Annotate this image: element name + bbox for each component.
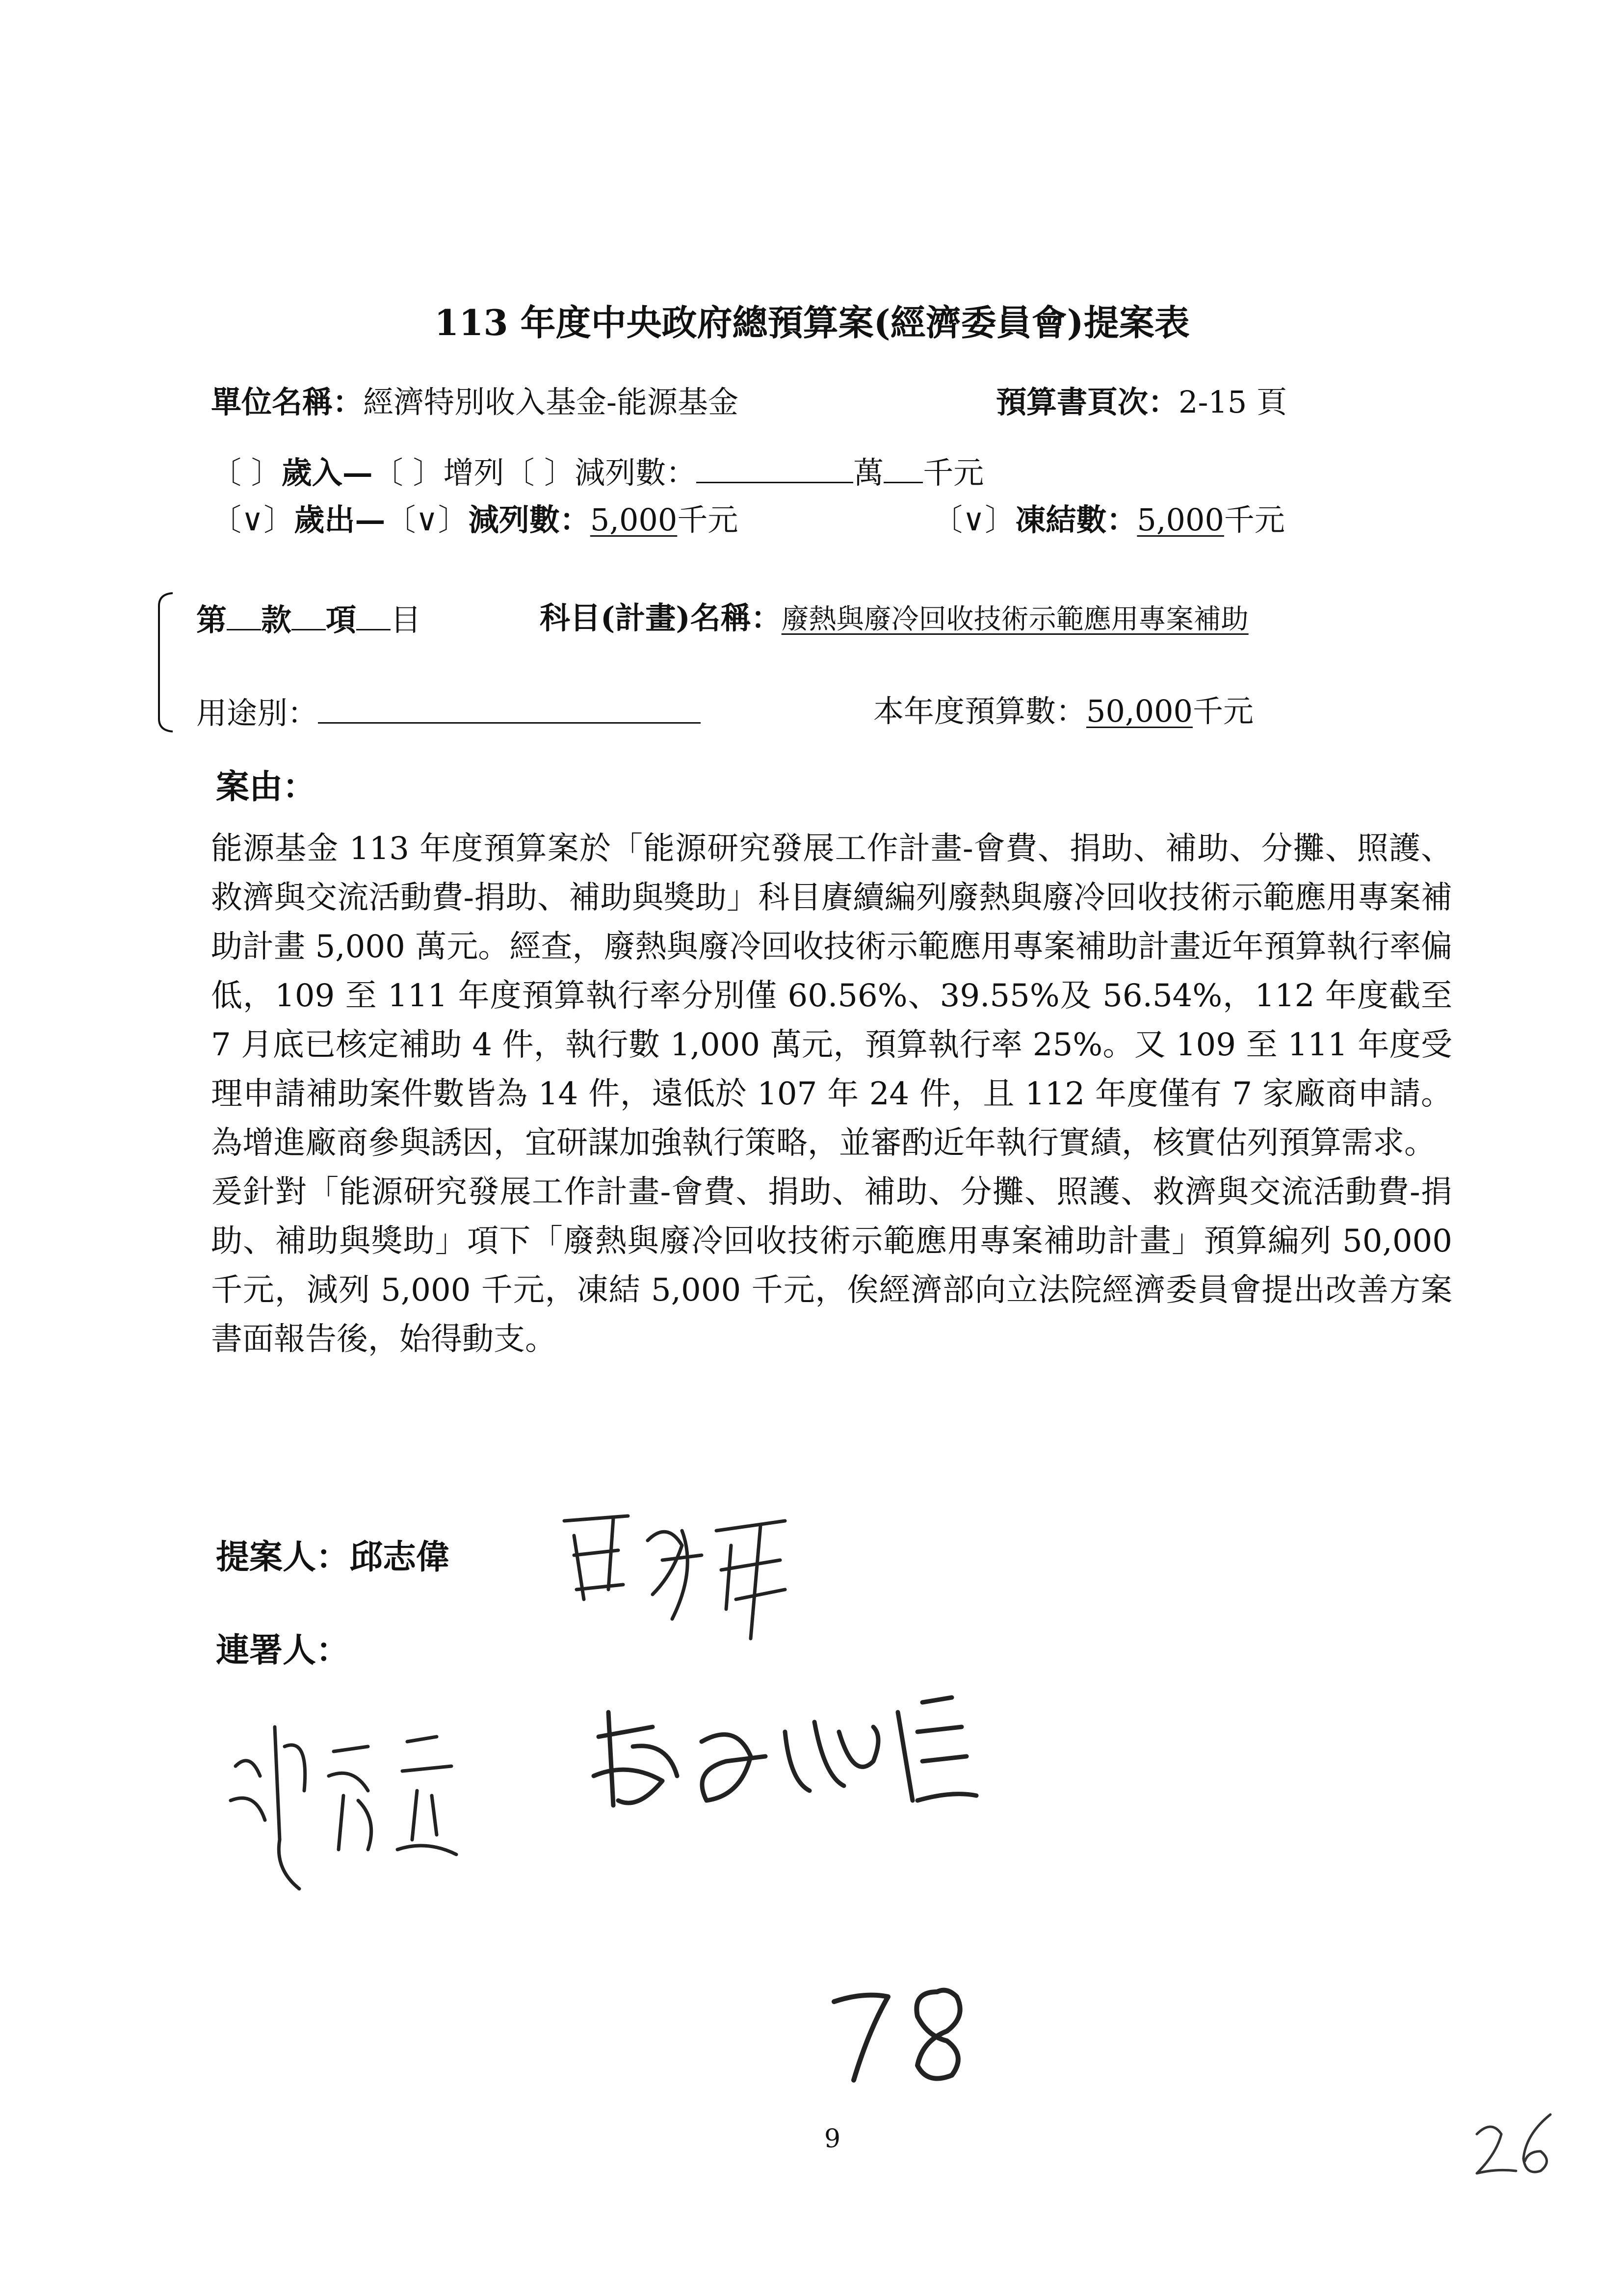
decrease-label: 減列數： <box>575 455 697 491</box>
budget-value: 50,000 <box>1086 693 1193 729</box>
freeze-checkbox: 〔∨〕 <box>932 502 1016 538</box>
cosigner-signature-1 <box>221 1693 486 1899</box>
subject-row <box>540 599 1249 639</box>
decrease-checkbox: 〔 〕 <box>504 455 575 491</box>
kuan-label: 第 <box>196 602 227 638</box>
decrease-amount-blank <box>696 451 853 483</box>
unit-qian: 千元 <box>923 455 984 491</box>
unit-wan: 萬 <box>853 455 884 491</box>
budget-row <box>873 692 1254 731</box>
proposer-name: 邱志偉 <box>349 1538 450 1577</box>
subject-value: 廢熱與廢冷回收技術示範應用專案補助 <box>781 603 1249 635</box>
corner-handwritten-number <box>1467 2105 1565 2183</box>
mu-label: 目 <box>391 602 421 638</box>
revenue-checkbox: 〔 〕 <box>211 455 282 491</box>
reason-label: 案由： <box>216 767 316 807</box>
expenditure-checkbox: 〔∨〕 <box>211 502 294 538</box>
item-row <box>196 599 421 640</box>
handwritten-number <box>824 1972 981 2090</box>
xiang-label: 項 <box>326 602 357 638</box>
xiang-blank <box>291 599 326 630</box>
reason-body <box>211 824 1452 1364</box>
unit-value: 經濟特別收入基金-能源基金 <box>363 384 738 420</box>
cut-unit: 千元 <box>677 502 738 538</box>
expenditure-row <box>211 500 738 540</box>
cosigner-label: 連署人： <box>216 1631 350 1670</box>
freeze-label: 凍結數： <box>1015 502 1137 538</box>
reason-paragraph-1: 能源基金 113 年度預算案於「能源研究發展工作計畫-會費、捐助、補助、分攤、照護、救濟與交流活動費-捐助、補助與獎助」科目賡續編列廢熱與廢冷回收技術示範應用專案補助計畫 5,000 萬元。經查，廢熱與廢冷回收技術示範應用專案補助計畫近年預算執行率偏低，109 至 111 年度預算執行率分別僅 60.56%、39.55%及 56.54%，112 年度截至 7 月底已核定補助 4 件，執行數 1,000 萬元，預算執行率 25%。又 109 至 111 年度受理申請補助案件數皆為 14 件，遠低於 107 年 24 件，且 112 年度僅有 7 家廠商申請。為增進廠商參與誘因，宜研謀加強執行策略，並審酌近年執行實績，核實估列預算需求。 <box>211 831 1452 1161</box>
page-ref-label: 預算書頁次： <box>996 384 1179 420</box>
proposer-label: 提案人： <box>216 1538 350 1577</box>
usage-row <box>196 692 701 733</box>
unit-row <box>211 383 738 422</box>
usage-label: 用途別： <box>196 695 318 731</box>
proposer-signature <box>554 1501 810 1648</box>
page-number: 9 <box>824 2124 841 2154</box>
increase-checkbox: 〔 〕 <box>372 455 444 491</box>
cut-value: 5,000 <box>590 502 678 538</box>
mu-blank <box>356 599 391 630</box>
freeze-row <box>932 500 1285 540</box>
budget-unit: 千元 <box>1192 693 1254 729</box>
usage-blank <box>318 692 701 724</box>
kuan2-label: 款 <box>261 602 292 638</box>
proposer-row <box>216 1531 449 1578</box>
kuan-blank <box>227 599 261 630</box>
increase-label: 增列 <box>443 455 504 491</box>
freeze-value: 5,000 <box>1137 502 1224 538</box>
qian-blank <box>884 451 923 483</box>
expenditure-label: 歲出— <box>294 502 386 538</box>
cut-label: 減列數： <box>468 502 590 538</box>
subject-label: 科目(計畫)名稱： <box>540 600 782 636</box>
budget-label: 本年度預算數： <box>873 693 1087 729</box>
form-title: 113 年度中央政府總預算案(經濟委員會)提案表 <box>434 302 1190 343</box>
revenue-label: 歲入— <box>281 455 373 491</box>
page-ref-value: 2-15 頁 <box>1179 384 1287 420</box>
reason-paragraph-2: 爰針對「能源研究發展工作計畫-會費、捐助、補助、分攤、照護、救濟與交流活動費-捐助、補助與獎助」項下「廢熱與廢冷回收技術示範應用專案補助計畫」預算編列 50,000 千元，減列 5,000 千元，凍結 5,000 千元，俟經濟部向立法院經濟委員會提出改善方案書面報告後，始得動支。 <box>211 1174 1452 1357</box>
cosigner-signature-2 <box>579 1683 981 1840</box>
unit-label: 單位名稱： <box>211 384 364 420</box>
item-bracket <box>156 591 176 735</box>
cut-checkbox: 〔∨〕 <box>385 502 469 538</box>
freeze-unit: 千元 <box>1224 502 1285 538</box>
revenue-row <box>211 451 984 493</box>
page-ref-row <box>996 383 1287 422</box>
